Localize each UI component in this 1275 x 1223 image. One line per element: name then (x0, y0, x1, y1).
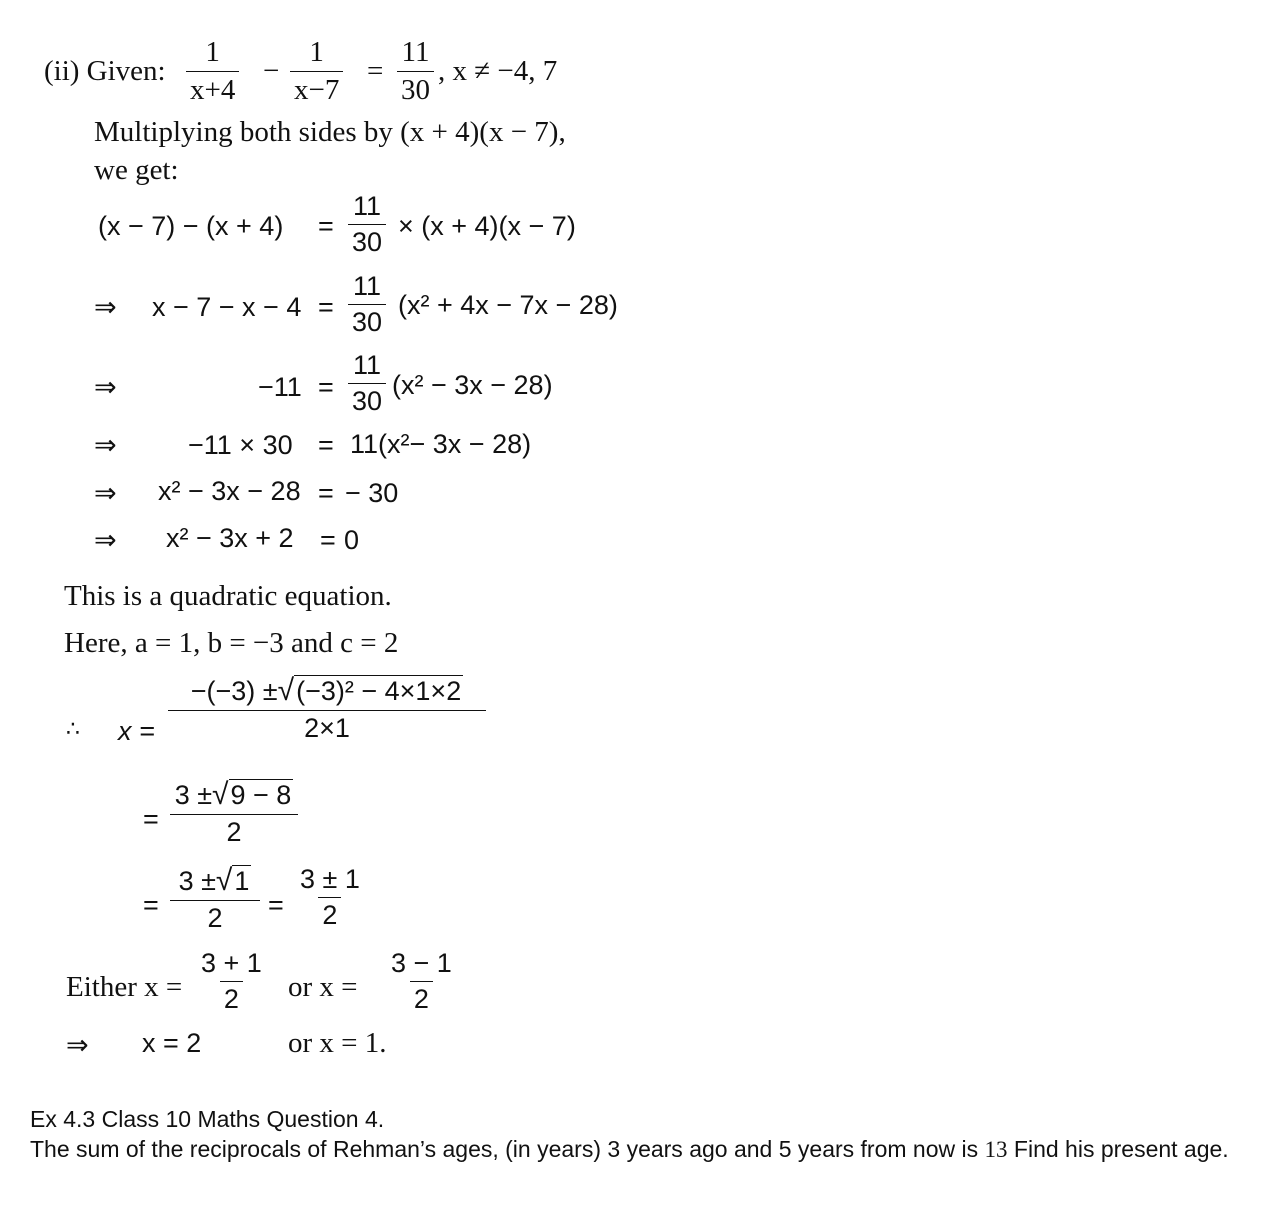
fraction-denominator: 2 (220, 981, 243, 1013)
quadratic-statement: This is a quadratic equation. (64, 580, 392, 612)
equals-sign: = (318, 372, 334, 402)
fraction-denominator: 30 (348, 304, 386, 336)
fraction-numerator: 11 (401, 36, 430, 68)
implies-arrow: ⇒ (94, 525, 117, 555)
multiply-text: Multiplying both sides by (x + 4)(x − 7), (94, 116, 566, 148)
question-text-before: The sum of the reciprocals of Rehman’s ages, (in years) 3 years ago and 5 years from now is (30, 1136, 979, 1162)
step1-fraction (348, 193, 386, 256)
we-get-text: we get: (94, 154, 179, 186)
simp2-radicand: 1 (234, 866, 250, 896)
equals-sign: = (268, 890, 284, 920)
fraction-denominator: 2×1 (168, 710, 486, 742)
equals-sign: = (143, 804, 159, 834)
simp1-numerator-left: 3 ± (174, 780, 213, 810)
square-root-icon: √ (212, 778, 229, 811)
fraction-denominator: 2 (318, 897, 341, 929)
question-heading: Ex 4.3 Class 10 Maths Question 4. (30, 1106, 385, 1132)
fraction-numerator: 1 (205, 36, 220, 68)
question-value: 13 (984, 1137, 1008, 1162)
fraction-numerator: 11 (353, 350, 382, 380)
either-fraction-2 (387, 950, 456, 1013)
equals-sign: = (367, 55, 384, 87)
step4-rhs: 11(x²− 3x − 28) (350, 429, 532, 459)
equals-sign: = (143, 890, 159, 920)
final-x2: or x = 1. (288, 1027, 387, 1059)
quadratic-formula-fraction (168, 676, 486, 742)
step5-rhs: − 30 (345, 478, 399, 508)
fraction-numerator: 11 (353, 191, 382, 221)
fraction-numerator: 11 (353, 271, 382, 301)
final-x1: x = 2 (142, 1028, 202, 1058)
step2-rhs: (x² + 4x − 7x − 28) (398, 290, 618, 320)
step4-lhs: −11 × 30 (188, 430, 293, 460)
implies-arrow: ⇒ (94, 372, 117, 402)
therefore-symbol: ∴ (66, 716, 80, 741)
fraction-numerator: 3 − 1 (391, 948, 452, 978)
step3-lhs: −11 (258, 372, 302, 402)
fraction-denominator: 30 (397, 71, 434, 105)
minus-sign: − (263, 55, 280, 87)
step2-fraction (348, 273, 386, 336)
given-fraction-2 (290, 38, 343, 105)
fraction-denominator: x+4 (186, 71, 239, 105)
fraction-numerator (175, 866, 256, 900)
simp1-radicand: 9 − 8 (230, 780, 292, 810)
simp2-result-fraction (296, 866, 364, 929)
implies-arrow: ⇒ (94, 430, 117, 460)
square-root-icon: √ (277, 674, 295, 707)
fraction-numerator: 3 ± 1 (300, 864, 360, 894)
step6-rhs: 0 (344, 525, 360, 555)
equals-sign: = (318, 430, 334, 460)
formula-numerator-left: −(−3) ± (190, 676, 278, 706)
step5-lhs: x² − 3x − 28 (158, 476, 301, 506)
equals-sign: = (318, 478, 334, 508)
equals-sign: = (320, 525, 336, 555)
simp1-fraction (170, 780, 298, 846)
implies-arrow: ⇒ (94, 292, 117, 322)
step1-lhs: (x − 7) − (x + 4) (98, 211, 284, 241)
x-equals: x = (118, 716, 155, 746)
fraction-denominator: 30 (348, 383, 386, 415)
step6-lhs: x² − 3x + 2 (166, 523, 294, 553)
equals-sign: = (318, 211, 334, 241)
given-rhs-fraction (397, 38, 434, 105)
square-root-icon: √ (215, 864, 233, 897)
fraction-numerator: 1 (309, 36, 324, 68)
implies-arrow: ⇒ (66, 1030, 89, 1060)
coefficients-statement: Here, a = 1, b = −3 and c = 2 (64, 627, 399, 659)
fraction-denominator: x−7 (290, 71, 343, 105)
fraction-numerator (187, 676, 467, 710)
question-text-after: Find his present age. (1013, 1136, 1229, 1162)
fraction-denominator: 2 (170, 900, 260, 932)
step1-rhs: × (x + 4)(x − 7) (398, 211, 576, 241)
question-text (30, 1134, 1275, 1165)
or-x-equals: or x = (288, 971, 358, 1003)
either-fraction-1 (197, 950, 266, 1013)
question-block (30, 1104, 1275, 1165)
formula-radicand: (−3)² − 4×1×2 (296, 676, 462, 706)
fraction-numerator: 3 + 1 (201, 948, 262, 978)
fraction-denominator: 2 (410, 981, 433, 1013)
given-label: (ii) Given: (44, 55, 166, 87)
implies-arrow: ⇒ (94, 478, 117, 508)
simp2-fraction (170, 866, 260, 932)
fraction-denominator: 30 (348, 224, 386, 256)
equals-sign: = (318, 292, 334, 322)
either-label: Either x = (66, 971, 183, 1003)
given-fraction-1 (186, 38, 239, 105)
step3-rhs: (x² − 3x − 28) (392, 370, 553, 400)
simp2-numerator-left: 3 ± (178, 866, 216, 896)
step3-fraction (348, 352, 386, 415)
step2-lhs: x − 7 − x − 4 (152, 292, 302, 322)
fraction-denominator: 2 (170, 814, 298, 846)
given-condition: , x ≠ −4, 7 (438, 55, 558, 87)
fraction-numerator (171, 780, 298, 814)
